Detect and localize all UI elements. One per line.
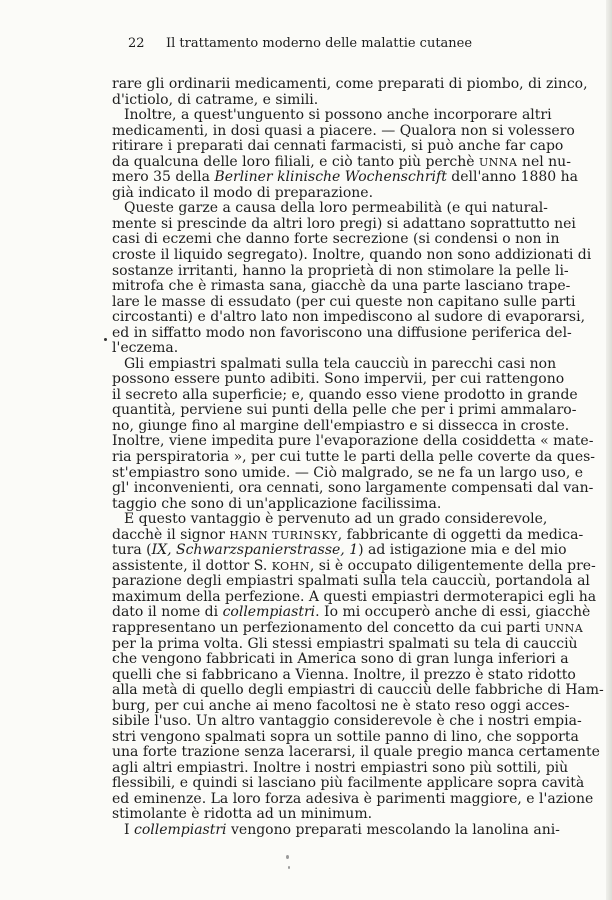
text-line: burg, per cui anche ai meno facoltosi ne è stato reso oggi acces- — [112, 698, 570, 714]
text-line: quantità, perviene sui punti della pelle che per i primi ammalaro- — [112, 402, 577, 418]
text-line: stimolante è ridotta ad un minimum. — [112, 806, 373, 822]
text-line: parazione degli empiastri spalmati sulla tela caucciù, portandola al — [112, 573, 590, 589]
text-line: mitrofa che è rimasta sana, giacchè da una parte lasciano trape- — [112, 278, 571, 294]
text-line: una forte trazione senza lacerarsi, il quale pregio manca certamente — [112, 744, 600, 760]
text-line: tura (IX, Schwarzspanierstrasse, 1) ad istigazione mia e del mio — [112, 542, 567, 558]
text-line: possono essere punto adibiti. Sono impervii, per cui rattengono — [112, 371, 565, 387]
text-line: circostanti) e d'altro lato non impediscono al sudore di evaporarsi, — [112, 309, 586, 325]
text-line: sostanze irritanti, hanno la proprietà di non stimolare la pelle li- — [112, 263, 569, 279]
text-line: da qualcuna delle loro filiali, e ciò tanto più perchè UNNA nel nu- — [112, 154, 571, 170]
text-line: dacchè il signor HANN TURINSKY, fabbricante di oggetti da medica- — [112, 527, 584, 543]
page-edge — [606, 0, 612, 900]
text-line: stri vengono spalmati sopra un sottile panno di lino, che sopporta — [112, 729, 579, 745]
text-line: mero 35 della Berliner klinische Wochenschrift dell'anno 1880 ha — [112, 169, 579, 185]
text-line: che vengono fabbricati in America sono di gran lunga inferiori a — [112, 651, 569, 667]
text-line: alla metà di quello degli empiastri di caucciù delle fabbriche di Ham- — [112, 682, 604, 698]
print-speck — [288, 866, 290, 869]
text-line: Inoltre, viene impedita pure l'evaporazione della cosiddetta « mate- — [112, 433, 594, 449]
text-line: no, giunge fino al margine dell'empiastro e si dissecca in croste. — [112, 418, 570, 434]
margin-mark — [104, 338, 107, 341]
text-line: gl' inconvenienti, ora cennati, sono largamente compensati dal van- — [112, 480, 594, 496]
text-line: ritirare i preparati dai cennati farmacisti, si può anche far capo — [112, 138, 564, 154]
text-line: lare le masse di essudato (per cui queste non capitano sulle parti — [112, 294, 576, 310]
text-line: l'eczema. — [112, 340, 179, 356]
text-line: il secreto alla superficie; e, quando esso viene prodotto in grande — [112, 387, 578, 403]
text-line: ed in siffatto modo non favoriscono una diffusione periferica del- — [112, 325, 572, 341]
text-line: rare gli ordinarii medicamenti, come preparati di piombo, di zinco, — [112, 76, 588, 92]
text-line: già indicato il modo di preparazione. — [112, 185, 374, 201]
text-line: flessibili, e quindi si lasciano più facilmente applicare sopra cavità — [112, 775, 585, 791]
text-line: ria perspiratoria », per cui tutte le parti della pelle coverte da ques- — [112, 449, 596, 465]
text-line: sibile l'uso. Un altro vantaggio considerevole è che i nostri empia- — [112, 713, 582, 729]
text-line: E questo vantaggio è pervenuto ad un grado considerevole, — [124, 511, 548, 527]
print-speck — [286, 855, 289, 859]
text-line: dato il nome di collempiastri. Io mi occuperò anche di essi, giacchè — [112, 604, 591, 620]
text-line: per la prima volta. Gli stessi empiastri spalmati su tela di caucciù — [112, 636, 578, 652]
text-line: Inoltre, a quest'unguento si possono anche incorporare altri — [124, 107, 552, 123]
text-line: agli altri empiastri. Inoltre i nostri empiastri sono più sottili, più — [112, 760, 569, 776]
text-line: ed eminenze. La loro forza adesiva è parimenti maggiore, e l'azione — [112, 791, 594, 807]
text-line: Queste garze a causa della loro permeabilità (e qui natural- — [124, 200, 548, 216]
text-line: d'ictiolo, di catrame, e simili. — [112, 92, 319, 108]
text-line: croste il liquido segregato). Inoltre, quando non sono addizionati di — [112, 247, 592, 263]
text-line: quelli che si fabbricano a Vienna. Inoltre, il prezzo è stato ridotto — [112, 667, 576, 683]
text-line: taggio che sono di un'applicazione facilissima. — [112, 496, 442, 512]
text-line: casi di eczemi che danno forte secrezione (si condensi o non in — [112, 231, 560, 247]
running-title: Il trattamento moderno delle malattie cutanee — [166, 36, 473, 51]
text-line: maximum della perfezione. A questi empiastri dermoterapici egli ha — [112, 589, 597, 605]
text-line: mente si prescinde da altri loro pregi) si adattano soprattutto nei — [112, 216, 576, 232]
page-number: 22 — [128, 36, 145, 51]
text-line: st'empiastro sono umide. — Ciò malgrado, se ne fa un largo uso, e — [112, 465, 584, 481]
text-line: assistente, il dottor S. KOHN, si è occupato diligentemente della pre- — [112, 558, 596, 574]
text-line: medicamenti, in dosi quasi a piacere. — Qualora non si volessero — [112, 123, 575, 139]
text-line: I collempiastri vengono preparati mescolando la lanolina ani- — [124, 822, 560, 838]
text-line: Gli empiastri spalmati sulla tela caucciù in parecchi casi non — [124, 356, 557, 372]
text-line: rappresentano un perfezionamento del concetto da cui parti UNNA — [112, 620, 584, 636]
